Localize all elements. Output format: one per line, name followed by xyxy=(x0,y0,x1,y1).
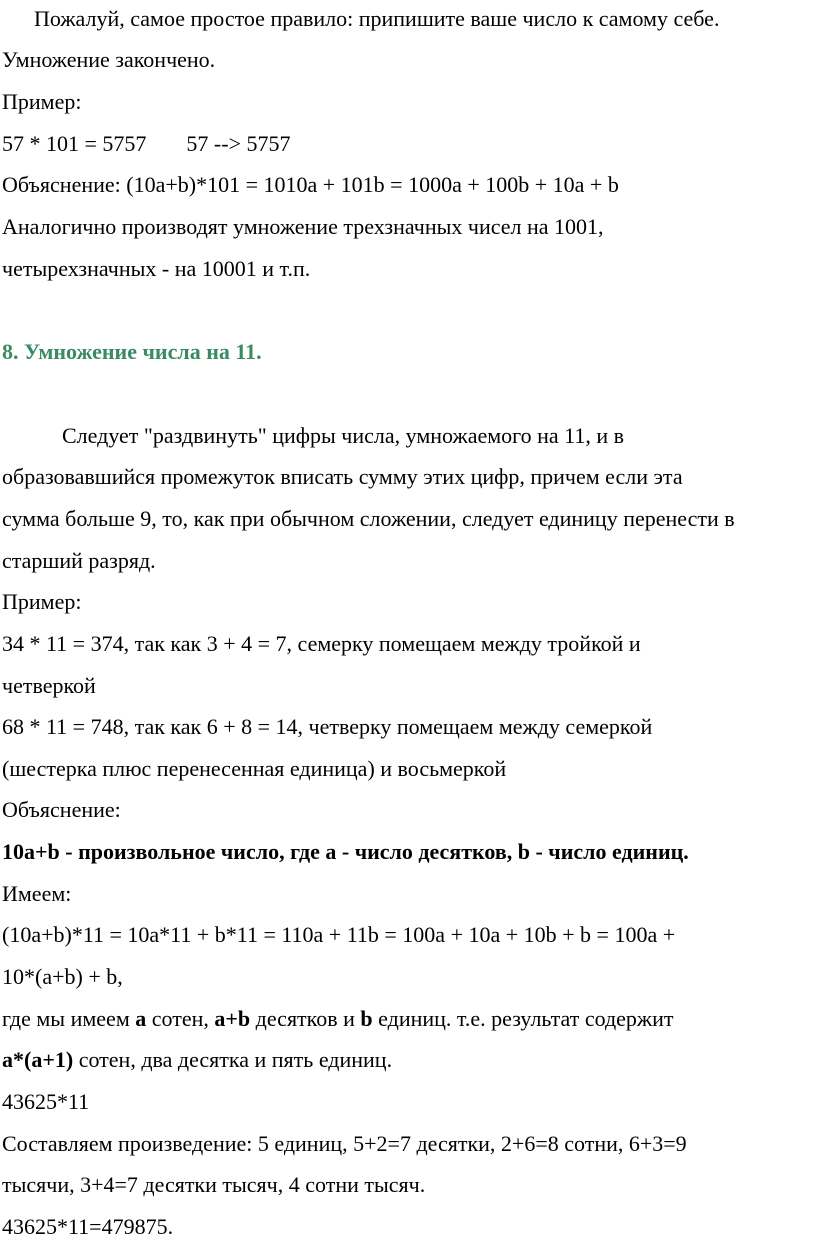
result-line xyxy=(2,1047,392,1073)
answer-line: 43625*11=479875. xyxy=(2,1214,174,1239)
rule-line-2: образовавшийся промежуток вписать сумму этих цифр, причем если эта xyxy=(2,464,683,489)
task-line: 43625*11 xyxy=(2,1089,90,1114)
intro-paragraph-line-1: Пожалуй, самое простое правило: припишите ваше число к самому себе. xyxy=(34,6,720,31)
intro-example-label: Пример: xyxy=(2,89,82,114)
intro-paragraph-line-2: Умножение закончено. xyxy=(2,47,216,72)
compose-line-2: тысячи, 3+4=7 десятки тысяч, 4 сотни тысяч. xyxy=(2,1172,426,1197)
compose-line-1: Составляем произведение: 5 единиц, 5+2=7 десятки, 2+6=8 сотни, 6+3=9 xyxy=(2,1131,687,1156)
have-label: Имеем: xyxy=(2,881,72,906)
result-rest: сотен, два десятка и пять единиц. xyxy=(73,1047,393,1072)
where-line xyxy=(2,1006,674,1032)
intro-example xyxy=(2,131,290,157)
where-mid-1: сотен, xyxy=(146,1006,215,1031)
bold-definition: 10a+b - произвольное число, где a - число десятков, b - число единиц. xyxy=(2,839,689,864)
intro-example-result: 57 --> 5757 xyxy=(186,131,291,156)
where-b: b xyxy=(360,1006,373,1031)
rule-line-1: Следует "раздвинуть" цифры числа, умножаемого на 11, и в xyxy=(62,423,624,448)
example-1-line-2: четверкой xyxy=(2,673,96,698)
intro-example-equation: 57 * 101 = 5757 xyxy=(2,131,147,156)
example-2-line-1: 68 * 11 = 748, так как 6 + 8 = 14, четверку помещаем между семеркой xyxy=(2,714,653,739)
where-mid-2: десятков и xyxy=(250,1006,361,1031)
section-explanation-label: Объяснение: xyxy=(2,797,121,822)
where-a-plus-b: a+b xyxy=(214,1006,251,1031)
rule-line-3: сумма больше 9, то, как при обычном сложении, следует единицу перенести в xyxy=(2,506,735,531)
where-a: a xyxy=(135,1006,147,1031)
intro-analog-line-2: четырехзначных - на 10001 и т.п. xyxy=(2,256,311,281)
result-bold: a*(a+1) xyxy=(2,1047,74,1072)
section-example-label: Пример: xyxy=(2,589,82,614)
rule-line-4: старший разряд. xyxy=(2,548,156,573)
formula-line-2: 10*(a+b) + b, xyxy=(2,964,123,989)
formula-line-1: (10a+b)*11 = 10a*11 + b*11 = 110a + 11b = 100a + 10a + 10b + b = 100a + xyxy=(2,922,676,947)
where-pre: где мы имеем xyxy=(2,1006,136,1031)
example-2-line-2: (шестерка плюс перенесенная единица) и восьмеркой xyxy=(2,756,507,781)
section-heading: 8. Умножение числа на 11. xyxy=(2,339,262,364)
example-1-line-1: 34 * 11 = 374, так как 3 + 4 = 7, семерку помещаем между тройкой и xyxy=(2,631,641,656)
intro-analog-line-1: Аналогично производят умножение трехзначных чисел на 1001, xyxy=(2,214,604,239)
where-post: единиц. т.е. результат содержит xyxy=(372,1006,674,1031)
intro-explanation: Объяснение: (10a+b)*101 = 1010a + 101b = 1000a + 100b + 10a + b xyxy=(2,172,619,197)
